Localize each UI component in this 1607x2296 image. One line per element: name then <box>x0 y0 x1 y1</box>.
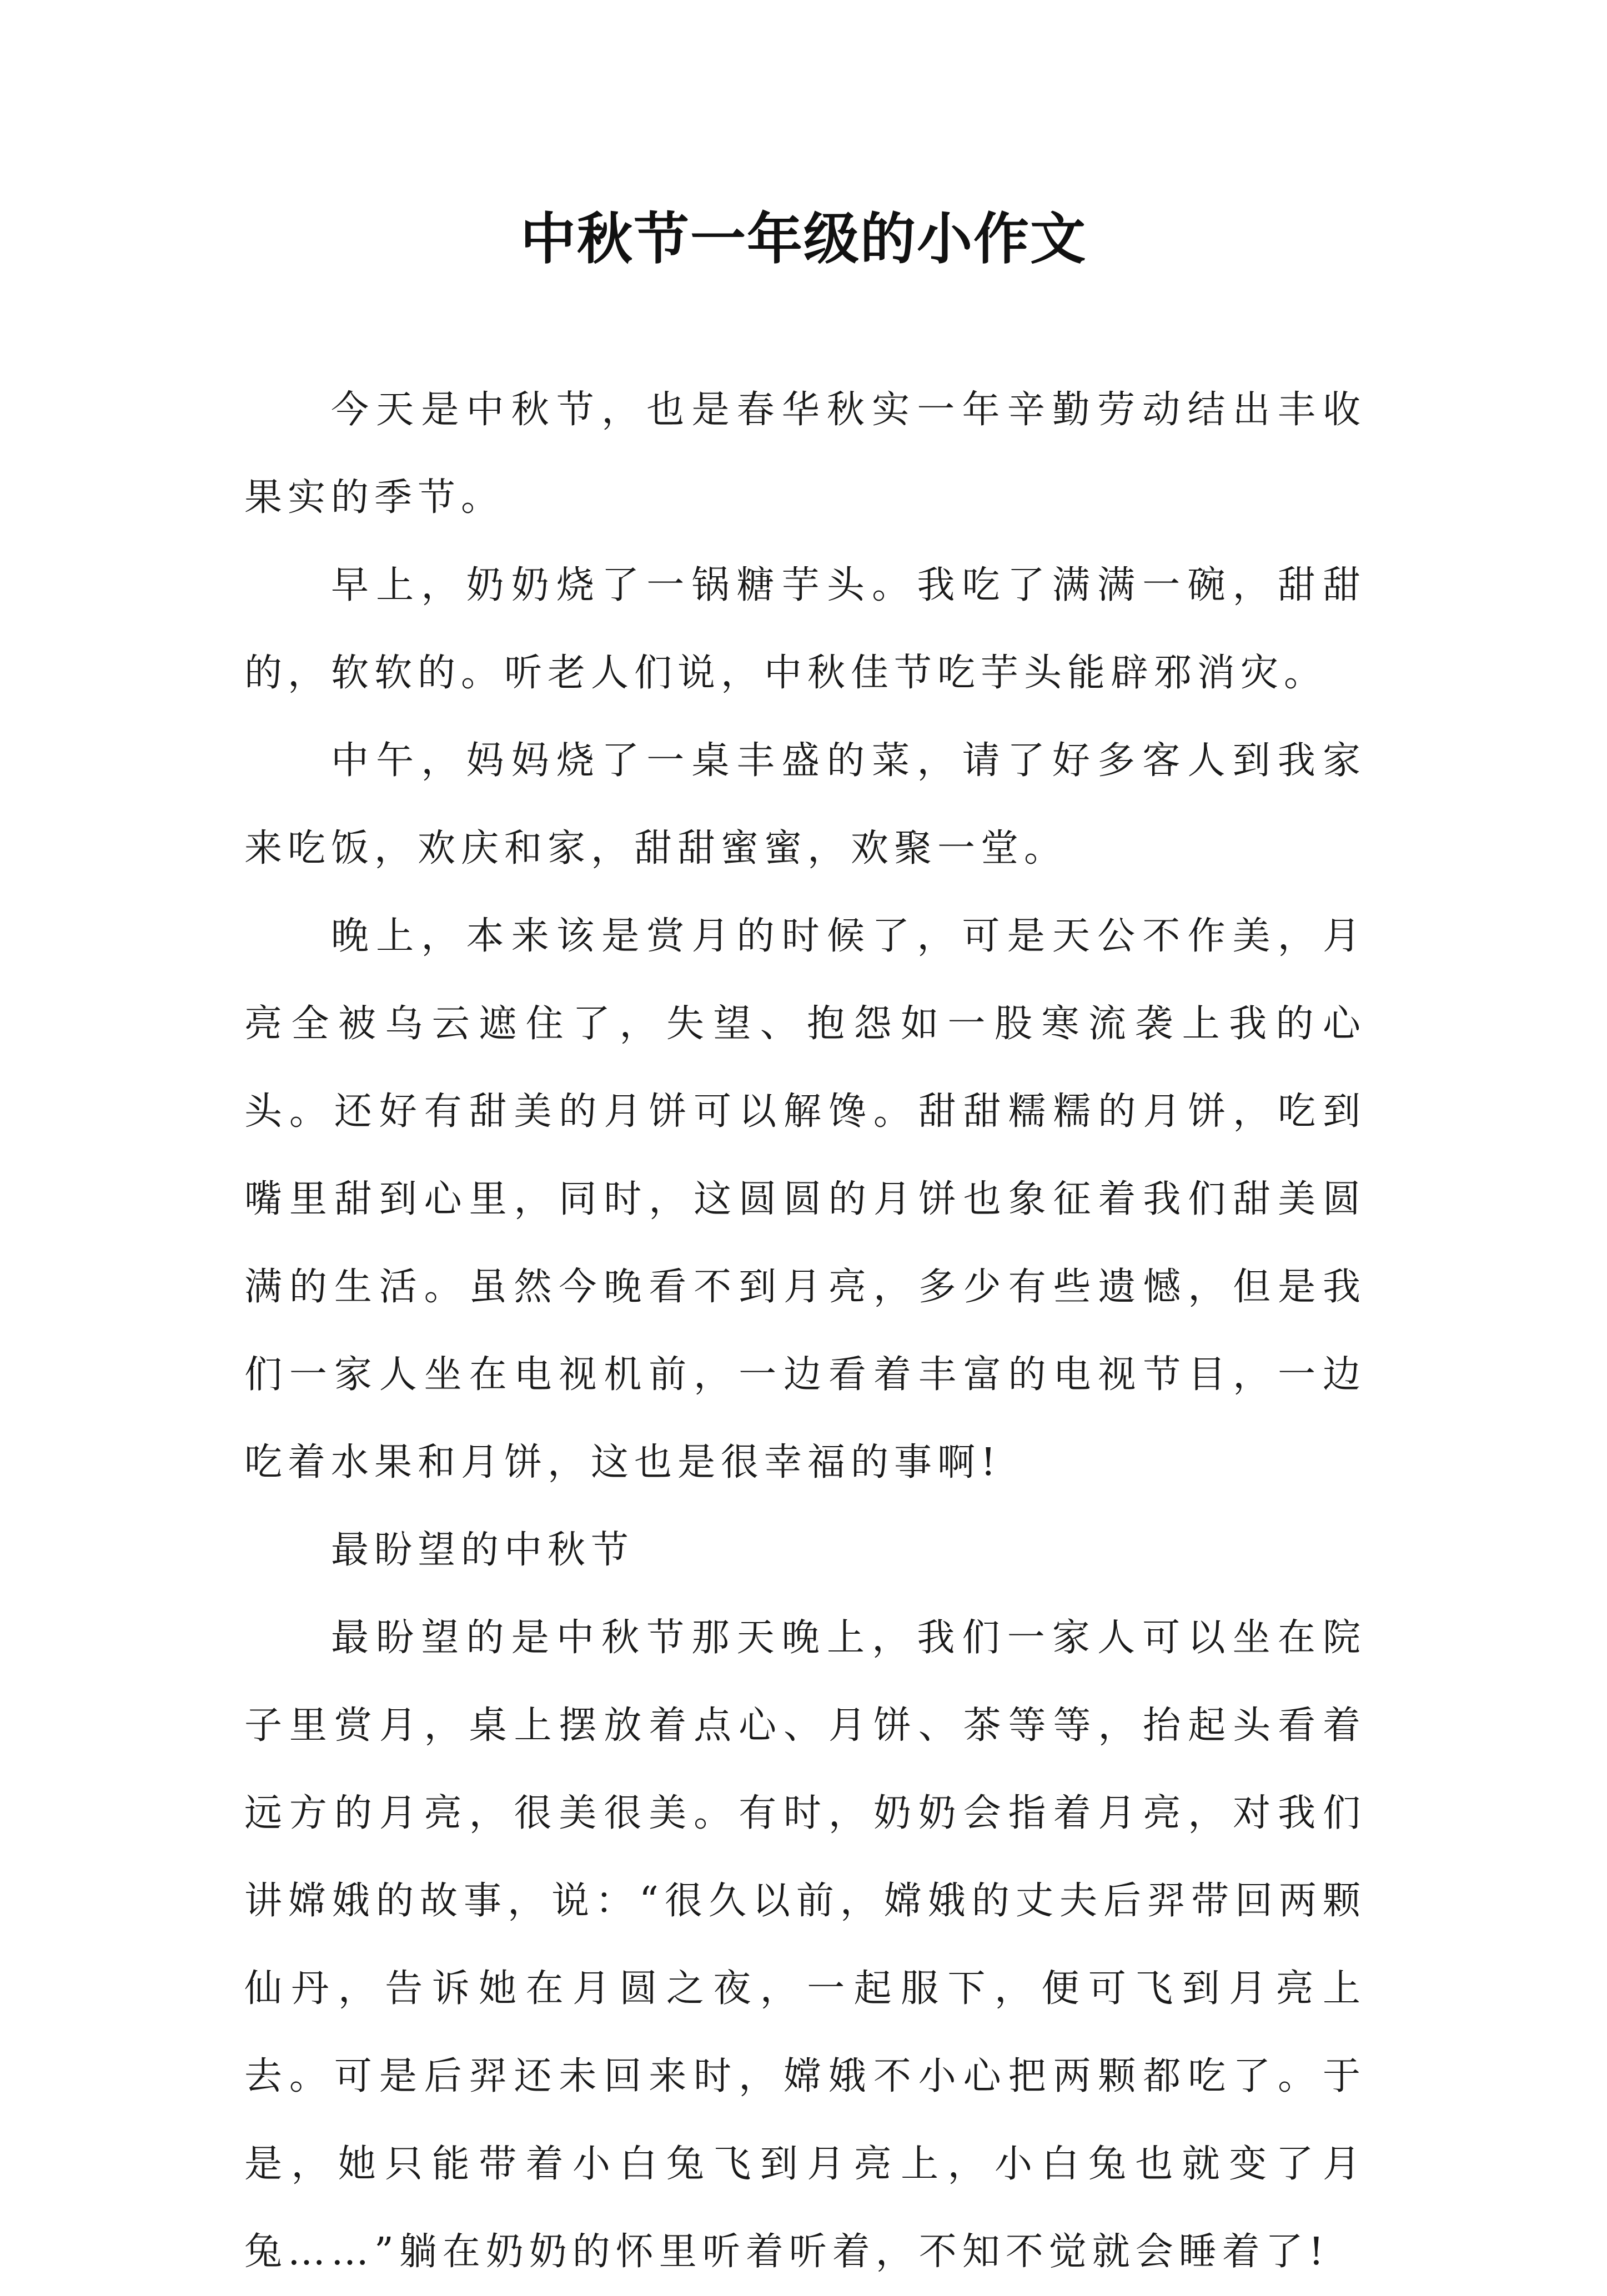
paragraph-evening: 晚上，本来该是赏月的时候了，可是天公不作美，月亮全被乌云遮住了，失望、抱怨如一股寒流袭上我的心头。还好有甜美的月饼可以解馋。甜甜糯糯的月饼，吃到嘴里甜到心里，同时，这圆圆的月饼也象征着我们甜美圆满的生活。虽然今晚看不到月亮，多少有些遗憾，但是我们一家人坐在电视机前，一边看着丰富的电视节目，一边吃着水果和月饼，这也是很幸福的事啊! <box>244 914 1366 1484</box>
essay-body <box>244 366 1366 2296</box>
page-title: 中秋节一年级的小作文 <box>520 206 1087 271</box>
paragraph-intro: 今天是中秋节，也是春华秋实一年辛勤劳动结出丰收果实的季节。 <box>244 388 1366 520</box>
paragraph-morning: 早上，奶奶烧了一锅糖芋头。我吃了满满一碗，甜甜的，软软的。听老人们说，中秋佳节吃芋头能辟邪消灾。 <box>244 563 1366 695</box>
subheading: 最盼望的中秋节 <box>331 1528 635 1572</box>
paragraph-story: 最盼望的是中秋节那天晚上，我们一家人可以坐在院子里赏月，桌上摆放着点心、月饼、茶等等，抬起头看着远方的月亮，很美很美。有时，奶奶会指着月亮，对我们讲嫦娥的故事，说：“很久以前，嫦娥的丈夫后羿带回两颗仙丹，告诉她在月圆之夜，一起服下，便可飞到月亮上去。可是后羿还未回来时，嫦娥不小心把两颗都吃了。于是，她只能带着小白兔飞到月亮上，小白兔也就变了月兔……”躺在奶奶的怀里听着听着，不知不觉就会睡着了! <box>244 1616 1366 2274</box>
paragraph-noon: 中午，妈妈烧了一桌丰盛的菜，请了好多客人到我家来吃饭，欢庆和家，甜甜蜜蜜，欢聚一堂。 <box>244 739 1366 870</box>
